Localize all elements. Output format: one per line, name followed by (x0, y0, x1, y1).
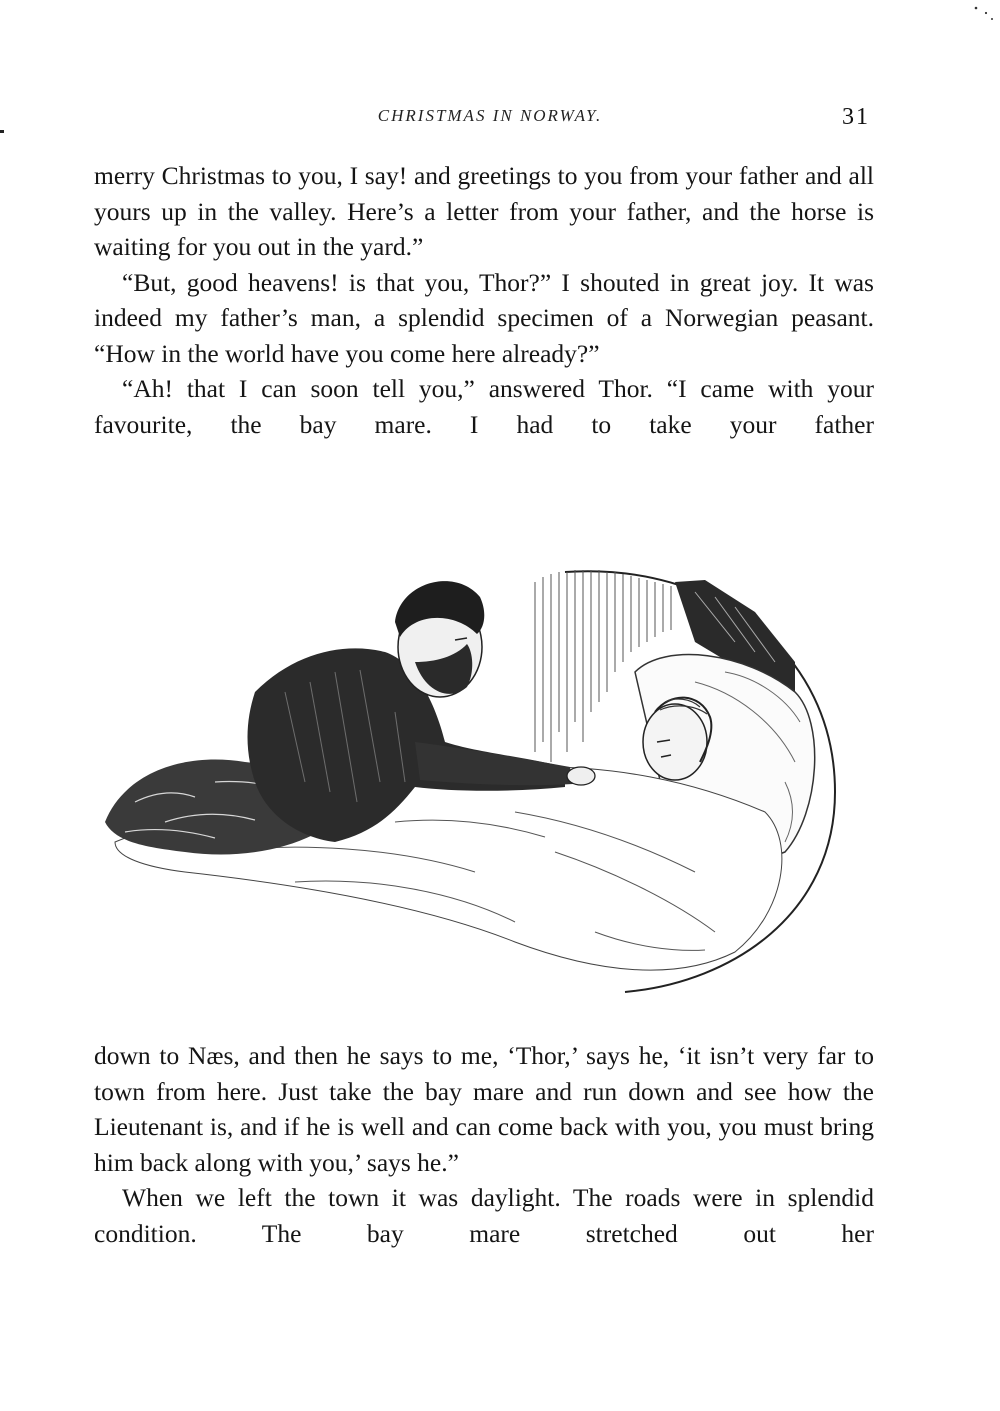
scan-corner-specks (968, 4, 996, 24)
paragraph: “Ah! that I can soon tell you,” answered Thor. “I came with your favourite, the bay mare. I had to take your father (94, 374, 874, 439)
running-title: CHRISTMAS IN NORWAY. (377, 106, 603, 125)
body-text-bottom (94, 1038, 874, 1251)
paragraph: merry Christmas to you, I say! and greetings to you from your father and all yours up in the valley. Here’s a letter from your father, and the horse is waiting for you out in the yard.” (94, 161, 874, 261)
paragraph: When we left the town it was daylight. The roads were in splendid condition. The bay mare stretched out her (94, 1183, 874, 1248)
page-number: 31 (842, 104, 870, 130)
bearded-man-at-bedside-illustration (95, 552, 855, 1002)
body-text-top (94, 158, 874, 442)
scan-edge-mark (0, 130, 4, 133)
paragraph: “But, good heavens! is that you, Thor?” I shouted in great joy. It was indeed my father’s man, a splendid specimen of a Norwegian peasant. “How in the world have you come here already?” (94, 267, 874, 368)
paragraph: down to Næs, and then he says to me, ‘Thor,’ says he, ‘it isn’t very far to town from here. Just take the bay mare and run down and see how the Lieutenant is, and if he is well and can come back with you, you must bring him back along with you,’ says he.” (94, 1041, 874, 1177)
